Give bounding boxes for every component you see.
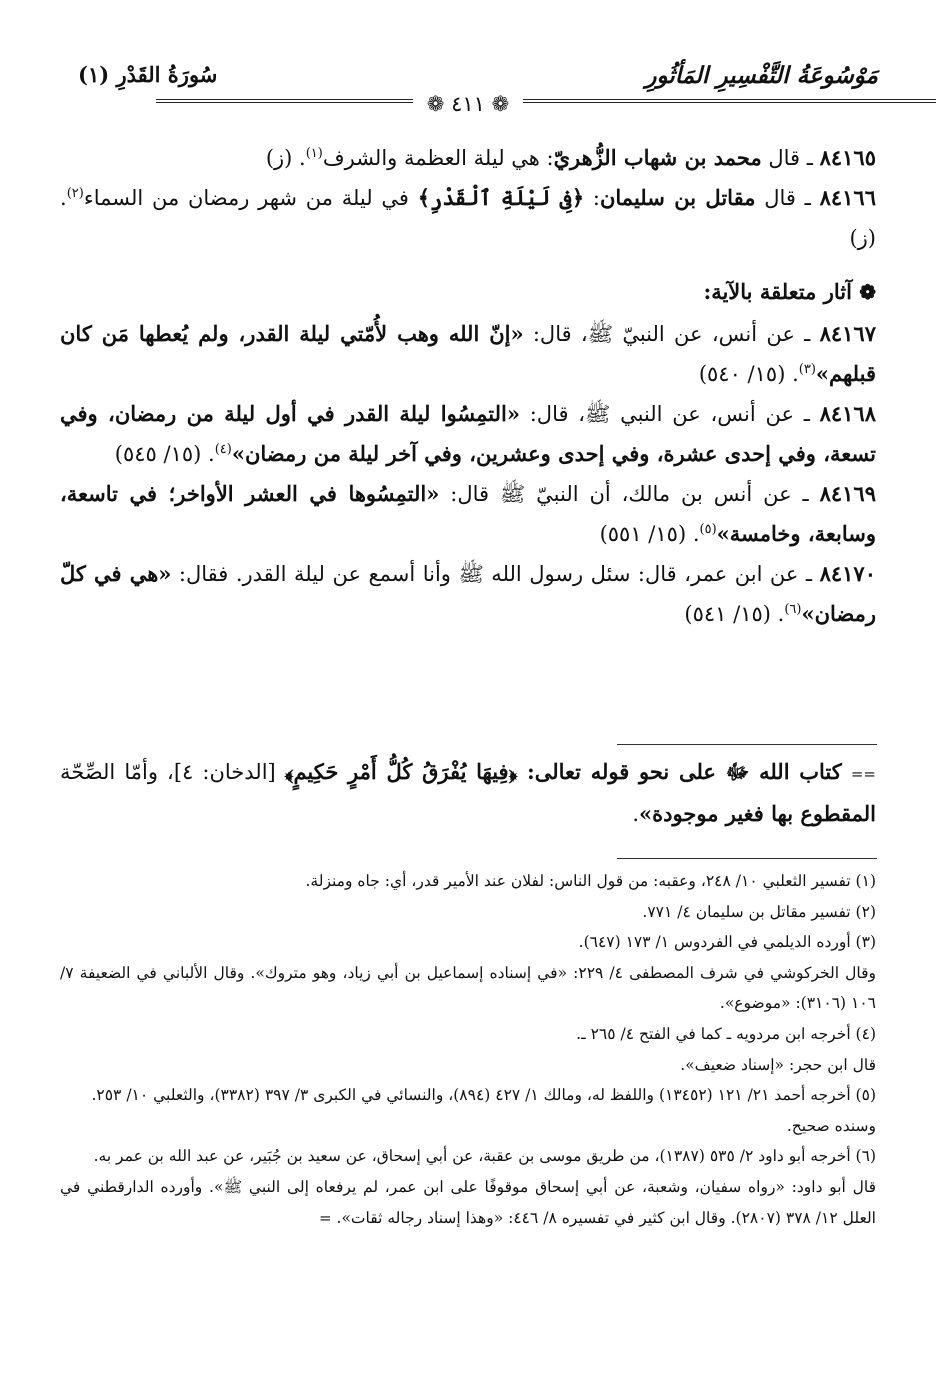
entry — [60, 314, 876, 394]
main-text — [60, 138, 876, 634]
section-heading — [60, 272, 876, 312]
entry-text: في ليلة من شهر رمضان من السماء — [83, 186, 418, 210]
footnotes-rule — [617, 858, 877, 859]
page-number — [413, 92, 523, 116]
entry-number: ٨٤١٦٧ — [819, 321, 876, 346]
entry-number: ٨٤١٧٠ — [819, 561, 876, 586]
hadith-quote: «هي في كلّ رمضان» — [60, 561, 876, 626]
ornament-icon: ❁ — [426, 92, 445, 116]
footnote: (٢) تفسير مقاتل بن سليمان ٤/ ٧٧١. — [642, 902, 876, 921]
entry-source: . (ز) — [60, 186, 876, 250]
entry — [60, 394, 876, 474]
footnote-ref: (٢) — [66, 186, 84, 201]
entry-number: ٨٤١٦٩ — [819, 481, 876, 506]
footnote: وقال الخركوشي في شرف المصطفى ٤/ ٢٢٩: «في إسناده إسماعيل بن أبي زياد، وهو متروك». وقال الألباني في الضعيفة ٧/ ١٠٦ (٣١٠٦): «موضوع». — [60, 963, 876, 1013]
footnote-ref: (٦) — [784, 602, 802, 617]
hadith-quote: «التمِسُوها في العشر الأواخر؛ في تاسعة، وسابعة، وخامسة» — [60, 481, 876, 546]
footnotes — [60, 866, 876, 1233]
entry-text: ـ عن ابن عمر، قال: سئل رسول الله ﷺ وأنا أسمع عن ليلة القدر. فقال: — [171, 562, 813, 586]
quran-quote: ﴿فِيهَا يُفْرَقُ كُلُّ أَمْرٍ حَكِيمٍ﴾ — [284, 759, 518, 784]
ornament-icon: ❁ — [491, 92, 510, 116]
entry-text: ـ عن أنس، عن النبي ﷺ، قال: — [520, 402, 810, 426]
entry-source: . (١٥/ ٥٤١) — [684, 602, 785, 626]
separator-rule — [617, 744, 877, 745]
entry-number: ٨٤١٦٨ — [819, 401, 876, 426]
continued-end: . — [632, 802, 640, 826]
footnote-ref: (٤) — [214, 442, 232, 457]
entry — [60, 178, 876, 258]
hadith-quote: «التمِسُوا ليلة القدر في أول ليلة من رمضان، وفي تسعة، وفي إحدى عشرة، وفي إحدى وعشرين، وفي آخر ليلة من رمضان» — [60, 401, 876, 466]
section-heading-text: آثار متعلقة بالآية: — [703, 279, 852, 304]
footnote: (٣) أورده الديلمي في الفردوس ١/ ١٧٣ (٦٤٧). — [578, 933, 876, 952]
continued-bold-2: المقطوع بها فغير موجودة» — [639, 801, 876, 826]
entry-text: : — [584, 186, 600, 210]
footnote-ref: (١) — [305, 146, 323, 161]
entry-text: ـ قال — [761, 146, 813, 170]
flower-ornament-icon: ❁ — [859, 280, 876, 304]
entry — [60, 138, 876, 178]
footnote-ref: (٥) — [699, 522, 717, 537]
footnote-ref: (٣) — [798, 362, 816, 377]
continued-footnote — [60, 752, 876, 834]
footnote: وسنده صحيح. — [786, 1116, 876, 1135]
footnote: قال ابن حجر: «إسناد ضعيف». — [680, 1055, 876, 1074]
book-title: مَوْسُوعَةُ التَّفْسِيرِ المَأثُورِ — [645, 62, 878, 89]
entry-source: . (١٥/ ٥٥١) — [599, 522, 700, 546]
page-number-band — [0, 92, 936, 116]
hadith-quote: «إنّ الله وهب لأُمّتي ليلة القدر، ولم يُعطها مَن كان قبلهم» — [60, 321, 876, 386]
narrator: مقاتل بن سليمان — [599, 185, 756, 210]
continued-bold: كتاب الله ﷻ على نحو قوله تعالى: — [517, 759, 842, 784]
continued-ref: [الدخان: ٤]، وأمّا الصِّحّة — [60, 760, 285, 784]
footnote: (٤) أخرجه ابن مردويه ـ كما في الفتح ٤/ ٢٦٥ ـ. — [576, 1024, 876, 1043]
entry-text: : هي ليلة العظمة والشرف — [322, 146, 554, 170]
footnote-continuation-mark: = — [319, 1208, 332, 1227]
entry-number: ٨٤١٦٥ — [819, 145, 876, 170]
entry-source: . (١٥/ ٥٤٠) — [698, 362, 799, 386]
footnote-text: قال أبو داود: «رواه سفيان، وشعبة، عن أبي إسحاق موقوفًا على ابن عمر، لم يرفعاه إلى النبي ﷺ». وأورده الدارقطني في العلل ١٢/ ٣٧٨ (٢٨٠٧). وقال ابن كثير في تفسيره ٨/ ٤٤٦: «وهذا إسناد رجاله ثقات». — [60, 1177, 876, 1227]
page-number-text: ٤١١ — [451, 92, 485, 116]
entry-text: ـ عن أنس، عن النبيّ ﷺ، قال: — [523, 322, 811, 346]
continuation-mark: == — [850, 765, 876, 783]
entry — [60, 474, 876, 554]
continued-text — [60, 752, 876, 834]
narrator: محمد بن شهاب الزُّهريّ — [553, 145, 762, 170]
quran-quote: ﴿فِى لَيْلَةِ ٱلْقَدْرِ﴾ — [417, 185, 585, 210]
entry-text: ـ عن أنس بن مالك، أن النبيّ ﷺ قال: — [439, 482, 809, 506]
entry — [60, 554, 876, 634]
footnote: (٦) أخرجه أبو داود ٢/ ٥٣٥ (١٣٨٧)، من طريق موسى بن عقبة، عن أبي إسحاق، عن سعيد بن جُبَير، عن عبد الله بن عمر به. — [93, 1147, 876, 1166]
footnote: (١) تفسير الثعلبي ١٠/ ٢٤٨، وعقبه: من قول الناس: لفلان عند الأمير قدر، أي: جاه ومنزلة. — [305, 872, 876, 890]
entry-source: . (١٥/ ٥٤٥) — [114, 442, 215, 466]
footnote — [60, 1172, 876, 1233]
entry-number: ٨٤١٦٦ — [819, 185, 876, 210]
entry-source: . (ز) — [265, 146, 306, 170]
surah-title: سُورَةُ القَدْرِ (١) — [78, 62, 218, 87]
footnote: (٥) أخرجه أحمد ٢١/ ١٢١ (١٣٤٥٢) واللفظ له، ومالك ١/ ٤٢٧ (٨٩٤)، والنسائي في الكبرى ٣/ ٣٩٧ (٣٣٨٢)، والثعلبي ١٠/ ٢٥٣. — [91, 1086, 876, 1105]
entry-text: ـ قال — [755, 186, 811, 210]
